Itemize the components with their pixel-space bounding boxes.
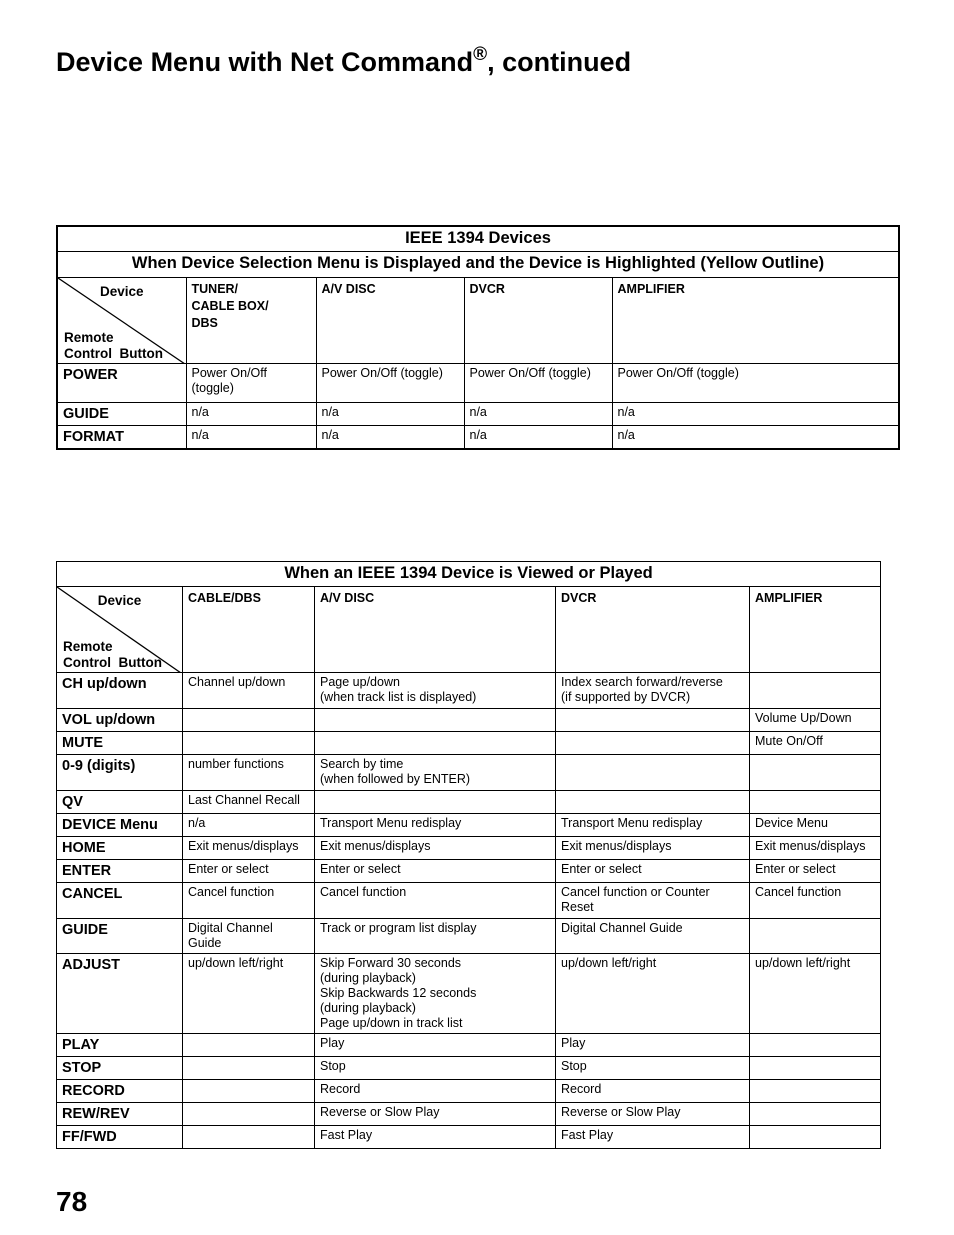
- table-cell: Search by time (when followed by ENTER): [315, 755, 556, 791]
- table-cell: Record: [315, 1080, 556, 1103]
- page-title: [56, 44, 631, 78]
- table-cell: n/a: [316, 425, 464, 449]
- table-cell: Power On/Off (toggle): [186, 363, 316, 402]
- table-cell: up/down left/right: [183, 954, 315, 1034]
- row-label: DEVICE Menu: [57, 814, 183, 837]
- table-cell: Index search forward/reverse (if supported by DVCR): [556, 673, 750, 709]
- table-row: [57, 954, 881, 1034]
- table-cell: Enter or select: [556, 860, 750, 883]
- table-row: [57, 425, 899, 449]
- table-cell: n/a: [183, 814, 315, 837]
- row-label: HOME: [57, 837, 183, 860]
- table-cell: [750, 1034, 881, 1057]
- table-cell: Exit menus/displays: [183, 837, 315, 860]
- table-row: [57, 402, 899, 425]
- table-cell: n/a: [612, 402, 899, 425]
- table-cell: [750, 1057, 881, 1080]
- table-cell: Skip Forward 30 seconds (during playback) Skip Backwards 12 seconds (during playback) Page up/down in track list: [315, 954, 556, 1034]
- table-cell: number functions: [183, 755, 315, 791]
- table-cell: [750, 919, 881, 954]
- table-cell: [183, 1057, 315, 1080]
- table-cell: Digital Channel Guide: [556, 919, 750, 954]
- table-cell: [315, 791, 556, 814]
- table-row: [57, 673, 881, 709]
- registered-mark: ®: [473, 44, 488, 65]
- corner-remote-label: Remote: [63, 639, 113, 654]
- table-row: [57, 919, 881, 954]
- table-cell: Cancel function: [183, 883, 315, 919]
- row-label: ADJUST: [57, 954, 183, 1034]
- table-cell: [750, 791, 881, 814]
- table1-corner-cell: [57, 277, 186, 363]
- table-cell: Cancel function or Counter Reset: [556, 883, 750, 919]
- table-cell: [315, 709, 556, 732]
- table-cell: n/a: [464, 425, 612, 449]
- table-cell: [750, 755, 881, 791]
- corner-control-button-label: Control Button: [64, 345, 163, 361]
- table-row: [57, 363, 899, 402]
- ieee-1394-selection-table: [56, 225, 900, 450]
- table-row: [57, 1103, 881, 1126]
- table-cell: [750, 673, 881, 709]
- column-header: A/V DISC: [316, 277, 464, 363]
- table-cell: Device Menu: [750, 814, 881, 837]
- table-cell: Track or program list display: [315, 919, 556, 954]
- table-cell: Exit menus/displays: [750, 837, 881, 860]
- ieee-1394-playback-table: [56, 561, 881, 1149]
- page-number: 78: [56, 1186, 88, 1217]
- column-header: DVCR: [556, 587, 750, 673]
- table-cell: Enter or select: [183, 860, 315, 883]
- table2-corner-cell: [57, 587, 183, 673]
- table-row: [57, 791, 881, 814]
- row-label: GUIDE: [57, 402, 186, 425]
- row-label: GUIDE: [57, 919, 183, 954]
- table-cell: [556, 791, 750, 814]
- table-cell: Transport Menu redisplay: [315, 814, 556, 837]
- table-cell: Volume Up/Down: [750, 709, 881, 732]
- table-cell: [556, 732, 750, 755]
- row-label: QV: [57, 791, 183, 814]
- row-label: CH up/down: [57, 673, 183, 709]
- table-cell: Reverse or Slow Play: [556, 1103, 750, 1126]
- table-cell: [183, 732, 315, 755]
- column-header-text: TUNER/ CABLE BOX/ DBS: [191, 281, 269, 330]
- table-cell: n/a: [464, 402, 612, 425]
- row-label: ENTER: [57, 860, 183, 883]
- table-row: [57, 837, 881, 860]
- row-label: REW/REV: [57, 1103, 183, 1126]
- table-row: [57, 1057, 881, 1080]
- column-header: CABLE/DBS: [183, 587, 315, 673]
- table-cell: [183, 1080, 315, 1103]
- table-cell: Power On/Off (toggle): [316, 363, 464, 402]
- corner-device-label: Device: [99, 283, 144, 299]
- table-cell: Mute On/Off: [750, 732, 881, 755]
- table-cell: Reverse or Slow Play: [315, 1103, 556, 1126]
- table-cell: [315, 732, 556, 755]
- row-label: CANCEL: [57, 883, 183, 919]
- table-cell: n/a: [186, 425, 316, 449]
- table-cell: up/down left/right: [556, 954, 750, 1034]
- table-cell: n/a: [316, 402, 464, 425]
- table-cell: [183, 1103, 315, 1126]
- table-cell: [183, 1034, 315, 1057]
- table1-title: IEEE 1394 Devices: [57, 226, 899, 251]
- column-header: DVCR: [464, 277, 612, 363]
- table-cell: Exit menus/displays: [315, 837, 556, 860]
- page-title-suffix: , continued: [487, 47, 632, 77]
- table-cell: Transport Menu redisplay: [556, 814, 750, 837]
- column-header: A/V DISC: [315, 587, 556, 673]
- table-cell: Cancel function: [315, 883, 556, 919]
- table-row: [57, 1080, 881, 1103]
- table-row: [57, 1126, 881, 1149]
- table-cell: [750, 1103, 881, 1126]
- corner-control-button-label: Control Button: [63, 655, 162, 670]
- table-cell: n/a: [186, 402, 316, 425]
- table-cell: Record: [556, 1080, 750, 1103]
- table-cell: [556, 709, 750, 732]
- column-header: [186, 277, 316, 363]
- table-cell: Enter or select: [315, 860, 556, 883]
- table-cell: up/down left/right: [750, 954, 881, 1034]
- row-label: RECORD: [57, 1080, 183, 1103]
- table-row: [57, 860, 881, 883]
- table-cell: [556, 755, 750, 791]
- table-cell: Stop: [315, 1057, 556, 1080]
- table-row: [57, 732, 881, 755]
- table-cell: Fast Play: [556, 1126, 750, 1149]
- table1-subtitle: When Device Selection Menu is Displayed and the Device is Highlighted (Yellow Outline): [57, 251, 899, 277]
- table-row: [57, 814, 881, 837]
- table-cell: Page up/down (when track list is displayed): [315, 673, 556, 709]
- row-label: MUTE: [57, 732, 183, 755]
- page-title-text: Device Menu with Net Command: [56, 47, 474, 77]
- table-cell: Cancel function: [750, 883, 881, 919]
- table-cell: [183, 709, 315, 732]
- row-label: 0-9 (digits): [57, 755, 183, 791]
- table-cell: Power On/Off (toggle): [612, 363, 899, 402]
- table-cell: Play: [556, 1034, 750, 1057]
- table-cell: [750, 1126, 881, 1149]
- column-header: AMPLIFIER: [612, 277, 899, 363]
- row-label: POWER: [57, 363, 186, 402]
- table2-title: When an IEEE 1394 Device is Viewed or Played: [57, 562, 881, 587]
- table-cell: Channel up/down: [183, 673, 315, 709]
- row-label: STOP: [57, 1057, 183, 1080]
- row-label: FORMAT: [57, 425, 186, 449]
- column-header: AMPLIFIER: [750, 587, 881, 673]
- table-cell: Exit menus/displays: [556, 837, 750, 860]
- row-label: FF/FWD: [57, 1126, 183, 1149]
- table-cell: Digital Channel Guide: [183, 919, 315, 954]
- table-row: [57, 709, 881, 732]
- table-cell: Fast Play: [315, 1126, 556, 1149]
- row-label: VOL up/down: [57, 709, 183, 732]
- table-row: [57, 883, 881, 919]
- corner-device-label: Device: [97, 593, 142, 608]
- table-cell: Play: [315, 1034, 556, 1057]
- table-cell: [750, 1080, 881, 1103]
- table-cell: Last Channel Recall: [183, 791, 315, 814]
- corner-remote-label: Remote: [64, 329, 114, 345]
- table-cell: n/a: [612, 425, 899, 449]
- table-row: [57, 755, 881, 791]
- row-label: PLAY: [57, 1034, 183, 1057]
- table-cell: Power On/Off (toggle): [464, 363, 612, 402]
- table-cell: Enter or select: [750, 860, 881, 883]
- table-row: [57, 1034, 881, 1057]
- table-cell: Stop: [556, 1057, 750, 1080]
- table-cell: [183, 1126, 315, 1149]
